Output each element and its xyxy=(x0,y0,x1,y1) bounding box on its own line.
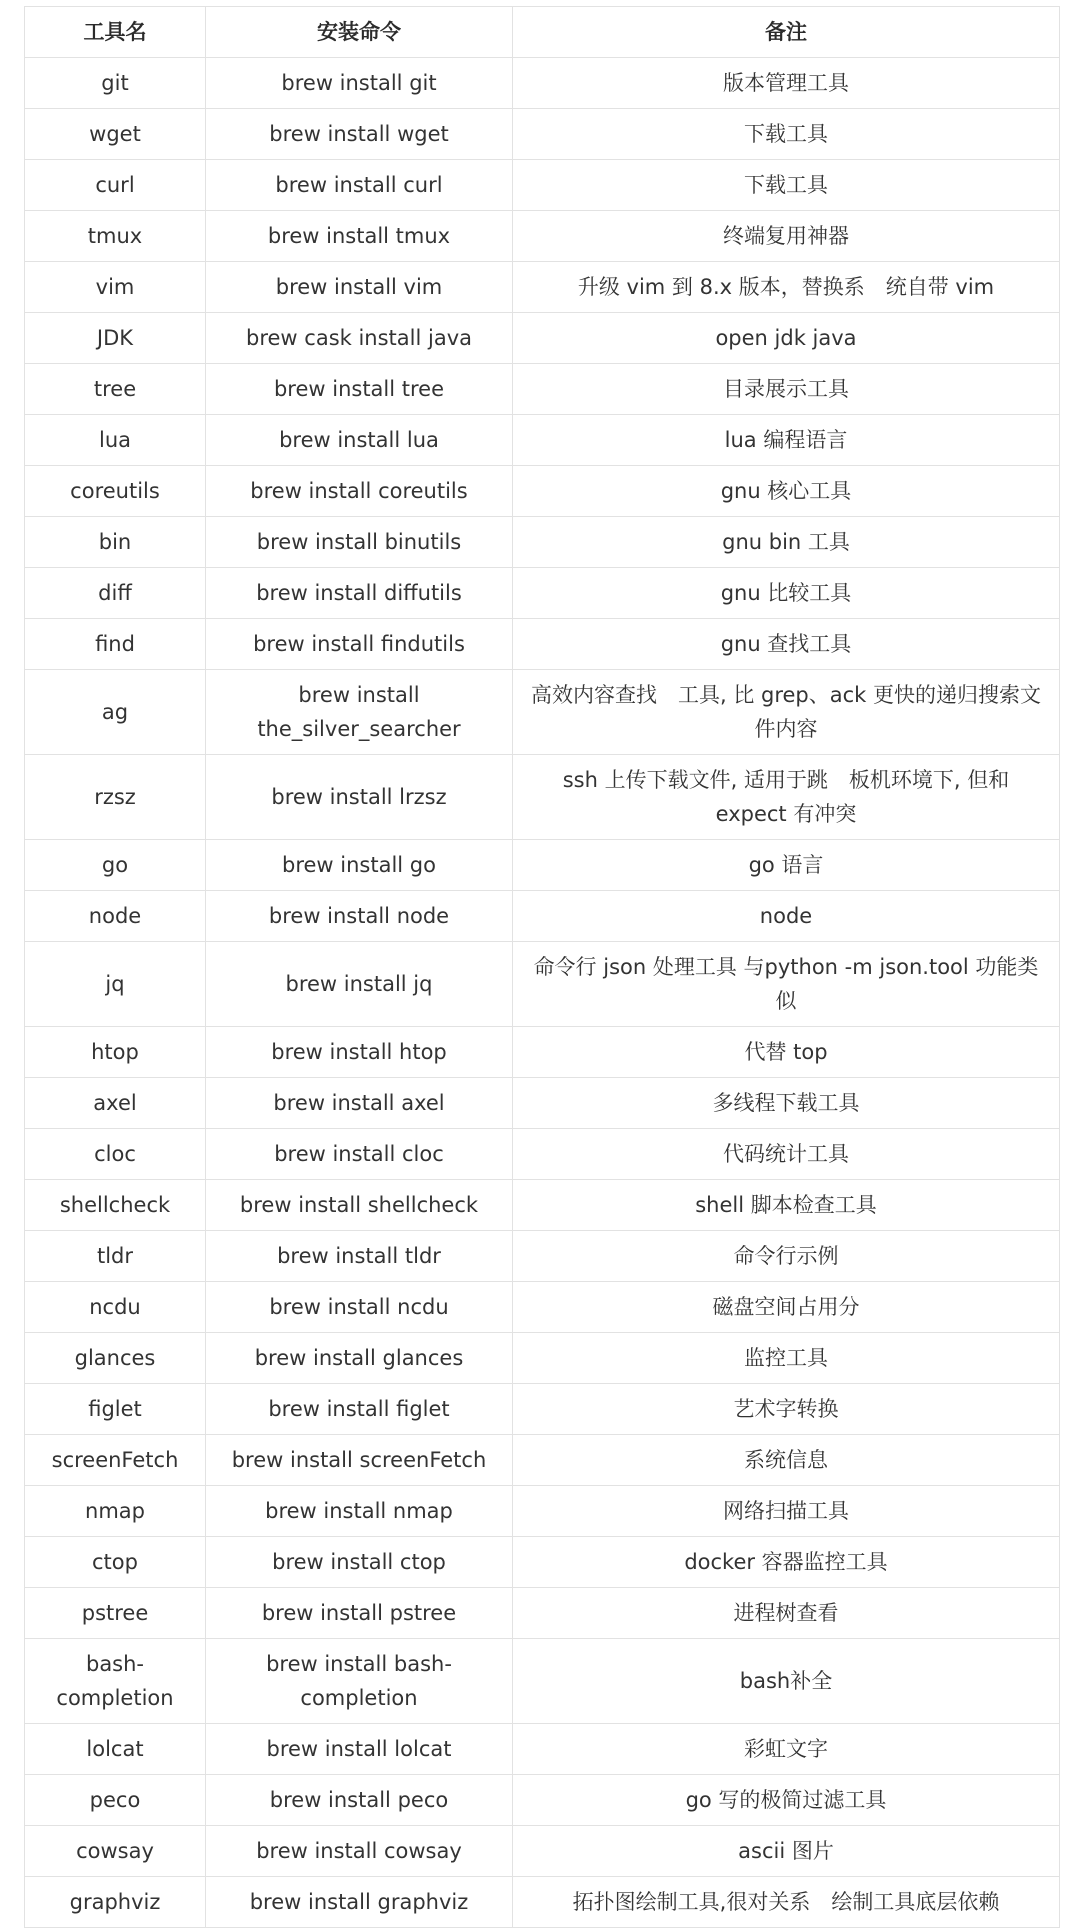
table-body xyxy=(25,58,1060,1928)
table-row xyxy=(25,1027,1060,1078)
cell-tool-name: find xyxy=(25,619,206,670)
table-row xyxy=(25,840,1060,891)
cell-tool-name: curl xyxy=(25,160,206,211)
cell-install-command: brew install cloc xyxy=(206,1129,513,1180)
cell-install-command: brew install lolcat xyxy=(206,1724,513,1775)
cell-tool-name: bash-completion xyxy=(25,1639,206,1724)
cell-tool-name: jq xyxy=(25,942,206,1027)
cell-install-command: brew install htop xyxy=(206,1027,513,1078)
table-row xyxy=(25,942,1060,1027)
cell-note: open jdk java xyxy=(513,313,1060,364)
cell-note: gnu 比较工具 xyxy=(513,568,1060,619)
table-row xyxy=(25,1537,1060,1588)
cell-tool-name: axel xyxy=(25,1078,206,1129)
table-row xyxy=(25,1775,1060,1826)
cell-tool-name: JDK xyxy=(25,313,206,364)
table-row xyxy=(25,1129,1060,1180)
cell-install-command: brew install shellcheck xyxy=(206,1180,513,1231)
cell-install-command: brew install wget xyxy=(206,109,513,160)
header-install-command: 安装命令 xyxy=(206,7,513,58)
cell-tool-name: figlet xyxy=(25,1384,206,1435)
cell-tool-name: go xyxy=(25,840,206,891)
cell-tool-name: glances xyxy=(25,1333,206,1384)
cell-note: 网络扫描工具 xyxy=(513,1486,1060,1537)
tools-table-container xyxy=(24,6,1059,1928)
table-row xyxy=(25,619,1060,670)
cell-tool-name: vim xyxy=(25,262,206,313)
cell-note: node xyxy=(513,891,1060,942)
cell-install-command: brew install nmap xyxy=(206,1486,513,1537)
cell-note: go 语言 xyxy=(513,840,1060,891)
table-row xyxy=(25,313,1060,364)
cell-install-command: brew install peco xyxy=(206,1775,513,1826)
cell-install-command: brew install lrzsz xyxy=(206,755,513,840)
cell-note: lua 编程语言 xyxy=(513,415,1060,466)
table-row xyxy=(25,415,1060,466)
cell-install-command: brew install coreutils xyxy=(206,466,513,517)
table-row xyxy=(25,568,1060,619)
table-row xyxy=(25,1486,1060,1537)
table-row xyxy=(25,1333,1060,1384)
cell-install-command: brew install curl xyxy=(206,160,513,211)
cell-note: 多线程下载工具 xyxy=(513,1078,1060,1129)
table-row xyxy=(25,262,1060,313)
cell-tool-name: screenFetch xyxy=(25,1435,206,1486)
cell-install-command: brew install diffutils xyxy=(206,568,513,619)
cell-note: 高效内容查找 工具, 比 grep、ack 更快的递归搜索文件内容 xyxy=(513,670,1060,755)
table-row xyxy=(25,517,1060,568)
table-row xyxy=(25,160,1060,211)
cell-install-command: brew install lua xyxy=(206,415,513,466)
cell-install-command: brew install git xyxy=(206,58,513,109)
cell-note: bash补全 xyxy=(513,1639,1060,1724)
cell-tool-name: peco xyxy=(25,1775,206,1826)
cell-tool-name: lua xyxy=(25,415,206,466)
cell-note: gnu bin 工具 xyxy=(513,517,1060,568)
cell-tool-name: tldr xyxy=(25,1231,206,1282)
cell-install-command: brew install screenFetch xyxy=(206,1435,513,1486)
cell-note: 代码统计工具 xyxy=(513,1129,1060,1180)
tools-table xyxy=(24,6,1060,1928)
table-row xyxy=(25,1588,1060,1639)
cell-tool-name: nmap xyxy=(25,1486,206,1537)
cell-note: 下载工具 xyxy=(513,109,1060,160)
table-row xyxy=(25,466,1060,517)
table-row xyxy=(25,1435,1060,1486)
table-row xyxy=(25,109,1060,160)
cell-tool-name: tree xyxy=(25,364,206,415)
cell-tool-name: pstree xyxy=(25,1588,206,1639)
cell-tool-name: bin xyxy=(25,517,206,568)
cell-tool-name: ag xyxy=(25,670,206,755)
cell-install-command: brew install axel xyxy=(206,1078,513,1129)
cell-install-command: brew install vim xyxy=(206,262,513,313)
cell-install-command: brew install graphviz xyxy=(206,1877,513,1928)
cell-note: go 写的极简过滤工具 xyxy=(513,1775,1060,1826)
table-row xyxy=(25,1639,1060,1724)
table-row xyxy=(25,1384,1060,1435)
cell-tool-name: node xyxy=(25,891,206,942)
cell-note: gnu 核心工具 xyxy=(513,466,1060,517)
cell-note: 进程树查看 xyxy=(513,1588,1060,1639)
cell-note: gnu 查找工具 xyxy=(513,619,1060,670)
cell-install-command: brew install pstree xyxy=(206,1588,513,1639)
cell-note: 升级 vim 到 8.x 版本，替换系 统自带 vim xyxy=(513,262,1060,313)
cell-tool-name: ncdu xyxy=(25,1282,206,1333)
table-row xyxy=(25,670,1060,755)
cell-note: 下载工具 xyxy=(513,160,1060,211)
cell-note: 代替 top xyxy=(513,1027,1060,1078)
cell-note: 版本管理工具 xyxy=(513,58,1060,109)
cell-tool-name: rzsz xyxy=(25,755,206,840)
table-row xyxy=(25,1826,1060,1877)
cell-tool-name: graphviz xyxy=(25,1877,206,1928)
cell-tool-name: lolcat xyxy=(25,1724,206,1775)
header-notes: 备注 xyxy=(513,7,1060,58)
cell-note: 命令行 json 处理工具 与python -m json.tool 功能类似 xyxy=(513,942,1060,1027)
cell-tool-name: shellcheck xyxy=(25,1180,206,1231)
cell-install-command: brew install findutils xyxy=(206,619,513,670)
table-row xyxy=(25,1180,1060,1231)
cell-tool-name: git xyxy=(25,58,206,109)
table-row xyxy=(25,1231,1060,1282)
cell-note: 目录展示工具 xyxy=(513,364,1060,415)
cell-install-command: brew install node xyxy=(206,891,513,942)
table-row xyxy=(25,1877,1060,1928)
cell-note: 艺术字转换 xyxy=(513,1384,1060,1435)
cell-install-command: brew install ctop xyxy=(206,1537,513,1588)
cell-install-command: brew install binutils xyxy=(206,517,513,568)
cell-install-command: brew cask install java xyxy=(206,313,513,364)
cell-install-command: brew install ncdu xyxy=(206,1282,513,1333)
cell-tool-name: diff xyxy=(25,568,206,619)
table-row xyxy=(25,1078,1060,1129)
table-header-row xyxy=(25,7,1060,58)
cell-note: 系统信息 xyxy=(513,1435,1060,1486)
cell-install-command: brew install go xyxy=(206,840,513,891)
cell-install-command: brew install glances xyxy=(206,1333,513,1384)
table-row xyxy=(25,58,1060,109)
cell-note: docker 容器监控工具 xyxy=(513,1537,1060,1588)
cell-note: ssh 上传下载文件, 适用于跳 板机环境下, 但和 expect 有冲突 xyxy=(513,755,1060,840)
table-row xyxy=(25,891,1060,942)
cell-note: shell 脚本检查工具 xyxy=(513,1180,1060,1231)
cell-install-command: brew install bash-completion xyxy=(206,1639,513,1724)
cell-install-command: brew install tldr xyxy=(206,1231,513,1282)
cell-note: 命令行示例 xyxy=(513,1231,1060,1282)
cell-note: 彩虹文字 xyxy=(513,1724,1060,1775)
cell-install-command: brew install tmux xyxy=(206,211,513,262)
table-row xyxy=(25,755,1060,840)
cell-install-command: brew install jq xyxy=(206,942,513,1027)
cell-tool-name: htop xyxy=(25,1027,206,1078)
cell-tool-name: ctop xyxy=(25,1537,206,1588)
cell-install-command: brew install figlet xyxy=(206,1384,513,1435)
cell-tool-name: cowsay xyxy=(25,1826,206,1877)
table-row xyxy=(25,211,1060,262)
cell-tool-name: wget xyxy=(25,109,206,160)
table-row xyxy=(25,1724,1060,1775)
cell-tool-name: cloc xyxy=(25,1129,206,1180)
cell-note: 拓扑图绘制工具,很对关系 绘制工具底层依赖 xyxy=(513,1877,1060,1928)
cell-note: 磁盘空间占用分 xyxy=(513,1282,1060,1333)
cell-install-command: brew install tree xyxy=(206,364,513,415)
table-row xyxy=(25,1282,1060,1333)
cell-note: ascii 图片 xyxy=(513,1826,1060,1877)
header-tool-name: 工具名 xyxy=(25,7,206,58)
cell-note: 监控工具 xyxy=(513,1333,1060,1384)
cell-tool-name: tmux xyxy=(25,211,206,262)
table-row xyxy=(25,364,1060,415)
cell-install-command: brew install cowsay xyxy=(206,1826,513,1877)
cell-install-command: brew install the_silver_searcher xyxy=(206,670,513,755)
cell-tool-name: coreutils xyxy=(25,466,206,517)
cell-note: 终端复用神器 xyxy=(513,211,1060,262)
